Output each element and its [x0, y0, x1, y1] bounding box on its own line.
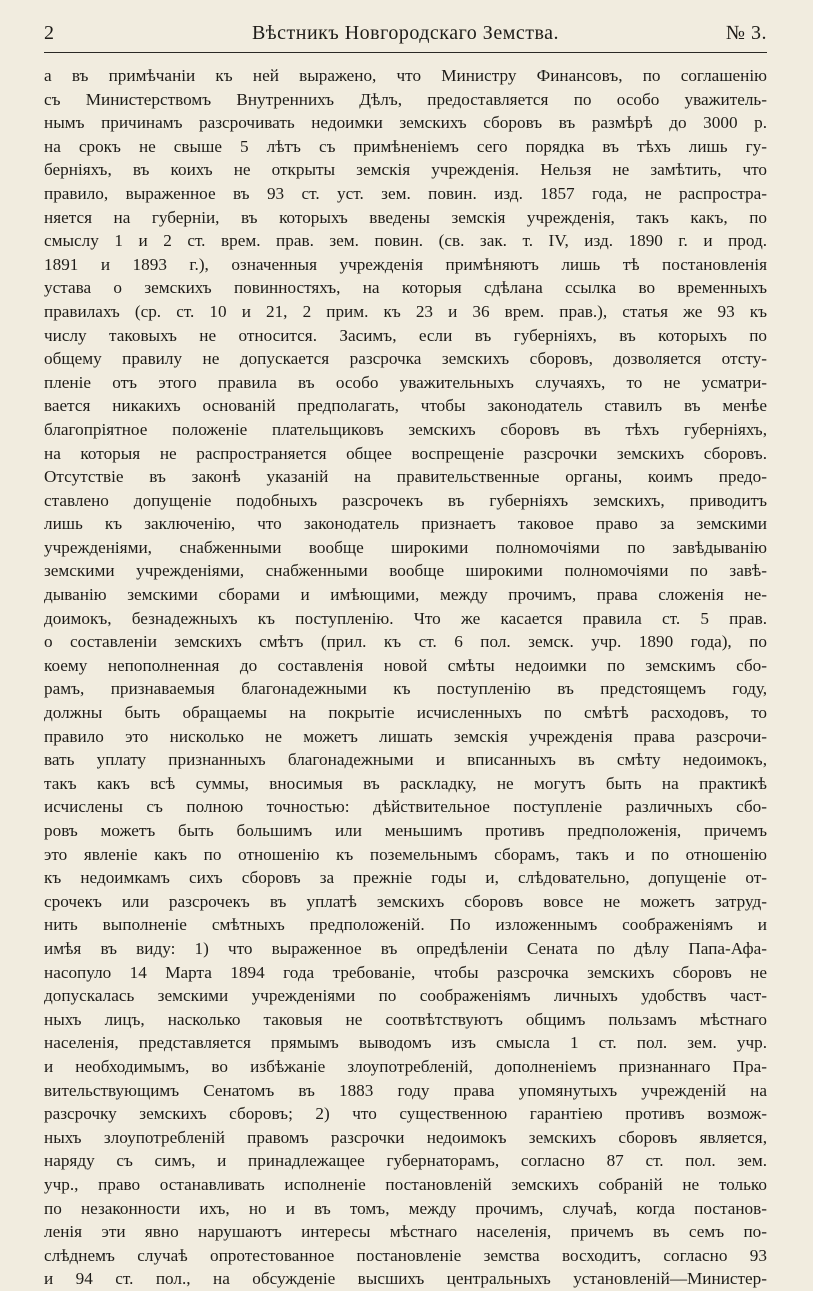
text-line: срочекъ или разсрочекъ въ уплатѣ земскихъ сборовъ вовсе не можетъ затруд-	[44, 891, 767, 911]
issue-number: № 3.	[725, 22, 767, 44]
text-line: правило это нисколько не можетъ лишать земскія учрежденія права разсрочи-	[44, 726, 767, 746]
text-line: вительствующимъ Сенатомъ въ 1883 году права упомянутыхъ учрежденій на	[44, 1080, 767, 1100]
text-line: на которыя не распространяется общее воспрещеніе разсрочки земскихъ сборовъ.	[44, 443, 767, 463]
text-line: няется на губерніи, въ которыхъ введены земскія учрежденія, такъ какъ, по	[44, 207, 767, 227]
text-line: нымъ причинамъ разсрочивать недоимки земскихъ сборовъ въ размѣрѣ до 3000 р.	[44, 113, 767, 133]
text-line: смыслу 1 и 2 ст. врем. прав. зем. повин. (св. зак. т. IV, изд. 1890 г. и прод.	[44, 231, 767, 251]
text-line: на срокъ не свыше 5 лѣтъ съ примѣненіемъ сего порядка въ тѣхъ лишь гу-	[44, 136, 767, 156]
text-line: съ Министерствомъ Внутреннихъ Дѣлъ, предоставляется по особо уважитель-	[44, 89, 767, 109]
text-line: должны быть обращаемы на покрытіе исчисленныхъ по смѣтѣ расходовъ, то	[44, 703, 767, 723]
text-line: о составленіи земскихъ смѣтъ (прил. къ ст. 6 пол. земск. учр. 1890 года), по	[44, 632, 767, 652]
text-line: общему правилу не допускается разсрочка земскихъ сборовъ, дозволяется отсту-	[44, 349, 767, 369]
text-line: 1891 и 1893 г.), означенныя учрежденія примѣняютъ лишь тѣ постановленія	[44, 254, 767, 274]
text-line: земскими учрежденіями, снабженными вообще широкими полномочіями по завѣ-	[44, 561, 767, 581]
text-line: наряду съ симъ, и принадлежащее губернаторамъ, согласно 87 ст. пол. зем.	[44, 1151, 767, 1171]
text-line: нить выполненіе смѣтныхъ предположеній. По изложеннымъ соображеніямъ и	[44, 915, 767, 935]
page-number: 2	[44, 22, 55, 44]
text-line: устава о земскихъ повинностяхъ, на которыя сдѣлана ссылка во временныхъ	[44, 278, 767, 298]
text-line: это явленіе какъ по отношенію къ поземельнымъ сборамъ, такъ и по отношенію	[44, 844, 767, 864]
text-line: и 94 ст. пол., на обсужденіе высшихъ центральныхъ установленій—Министер-	[44, 1269, 767, 1289]
text-line: такъ какъ всѣ суммы, вносимыя въ раскладку, не могутъ быть на практикѣ	[44, 773, 767, 793]
text-line: правило, выраженное въ 93 ст. уст. зем. повин. изд. 1857 года, не распростра-	[44, 183, 767, 203]
text-line: берніяхъ, въ коихъ не открыты земскія учрежденія. Нельзя не замѣтить, что	[44, 160, 767, 180]
text-line: благопріятное положеніе плательщиковъ земскихъ сборовъ въ тѣхъ губерніяхъ,	[44, 419, 767, 439]
text-line: разсрочку земскихъ сборовъ; 2) что существенною гарантіею противъ возмож-	[44, 1104, 767, 1124]
text-line: ставлено допущеніе подобныхъ разсрочекъ въ губерніяхъ земскихъ, приводитъ	[44, 490, 767, 510]
text-line: пленіе отъ этого правила въ особо уважительныхъ случаяхъ, то не усматри-	[44, 372, 767, 392]
body-text	[44, 64, 767, 1291]
text-line: слѣднемъ случаѣ опротестованное постановленіе земства восходитъ, согласно 93	[44, 1245, 767, 1265]
text-line: исчислены съ полною точностью: дѣйствительное поступленіе различныхъ сбо-	[44, 797, 767, 817]
text-line: вать уплату признанныхъ благонадежными и вписанныхъ въ смѣту недоимокъ,	[44, 750, 767, 770]
text-line: насопуло 14 Марта 1894 года требованіе, чтобы разсрочка земскихъ сборовъ не	[44, 962, 767, 982]
text-line: а въ примѣчаніи къ ней выражено, что Министру Финансовъ, по соглашенію	[44, 66, 767, 85]
text-line: коему непополненная до составленія новой смѣты недоимки по земскимъ сбо-	[44, 655, 767, 675]
text-line: учрежденіями, снабженными вообще широкими полномочіями по завѣдыванію	[44, 537, 767, 557]
journal-title: Вѣстникъ Новгородскаго Земства.	[251, 22, 560, 44]
text-line: числу таковыхъ не относится. Засимъ, если въ губерніяхъ, въ которыхъ по	[44, 325, 767, 345]
text-line: вается никакихъ основаній предполагать, чтобы законодатель ставилъ въ менѣе	[44, 396, 767, 416]
text-line: по незаконности ихъ, но и въ томъ, между прочимъ, случаѣ, когда постанов-	[44, 1198, 767, 1218]
text-line: ровъ можетъ быть большимъ или меньшимъ противъ предположенія, причемъ	[44, 821, 767, 840]
running-header	[44, 22, 767, 48]
header-rule	[44, 52, 767, 53]
text-line: Отсутствіе въ законѣ указаній на правительственные органы, коимъ предо-	[44, 467, 767, 487]
text-line: и необходимымъ, во избѣжаніе злоупотребленій, дополненіемъ признаннаго Пра-	[44, 1056, 767, 1076]
text-line: населенія, представляется прямымъ выводомъ изъ смысла 1 ст. пол. зем. учр.	[44, 1033, 767, 1053]
text-line: ныхъ злоупотребленій правомъ разсрочки недоимокъ земскихъ сборовъ является,	[44, 1127, 767, 1147]
text-line: дыванію земскими сборами и имѣющими, между прочимъ, права сложенія не-	[44, 585, 767, 605]
text-line: ныхъ лицъ, насколько таковыя не соотвѣтствуютъ общимъ пользамъ мѣстнаго	[44, 1009, 767, 1029]
text-line: къ недоимкамъ сихъ сборовъ за прежніе годы и, слѣдовательно, допущеніе от-	[44, 868, 767, 888]
text-line: доимокъ, безнадежныхъ къ поступленію. Что же касается правила ст. 5 прав.	[44, 608, 767, 628]
text-line: допускалась земскими учрежденіями по соображеніямъ личныхъ удобствъ част-	[44, 986, 767, 1006]
text-line: имѣя въ виду: 1) что выраженное въ опредѣленіи Сената по дѣлу Папа-Афа-	[44, 938, 767, 958]
text-line: правилахъ (ср. ст. 10 и 21, 2 прим. къ 23 и 36 врем. прав.), статья же 93 къ	[44, 301, 767, 321]
text-line: рамъ, признаваемыя благонадежными къ поступленію въ предстоящемъ году,	[44, 679, 767, 699]
text-line: ленія эти явно нарушаютъ интересы мѣстнаго населенія, причемъ въ семъ по-	[44, 1222, 767, 1242]
text-line: учр., право останавливать исполненіе постановленій земскихъ собраній не только	[44, 1174, 767, 1194]
text-line: лишь къ заключенію, что законодатель признаетъ таковое право за земскими	[44, 514, 767, 534]
